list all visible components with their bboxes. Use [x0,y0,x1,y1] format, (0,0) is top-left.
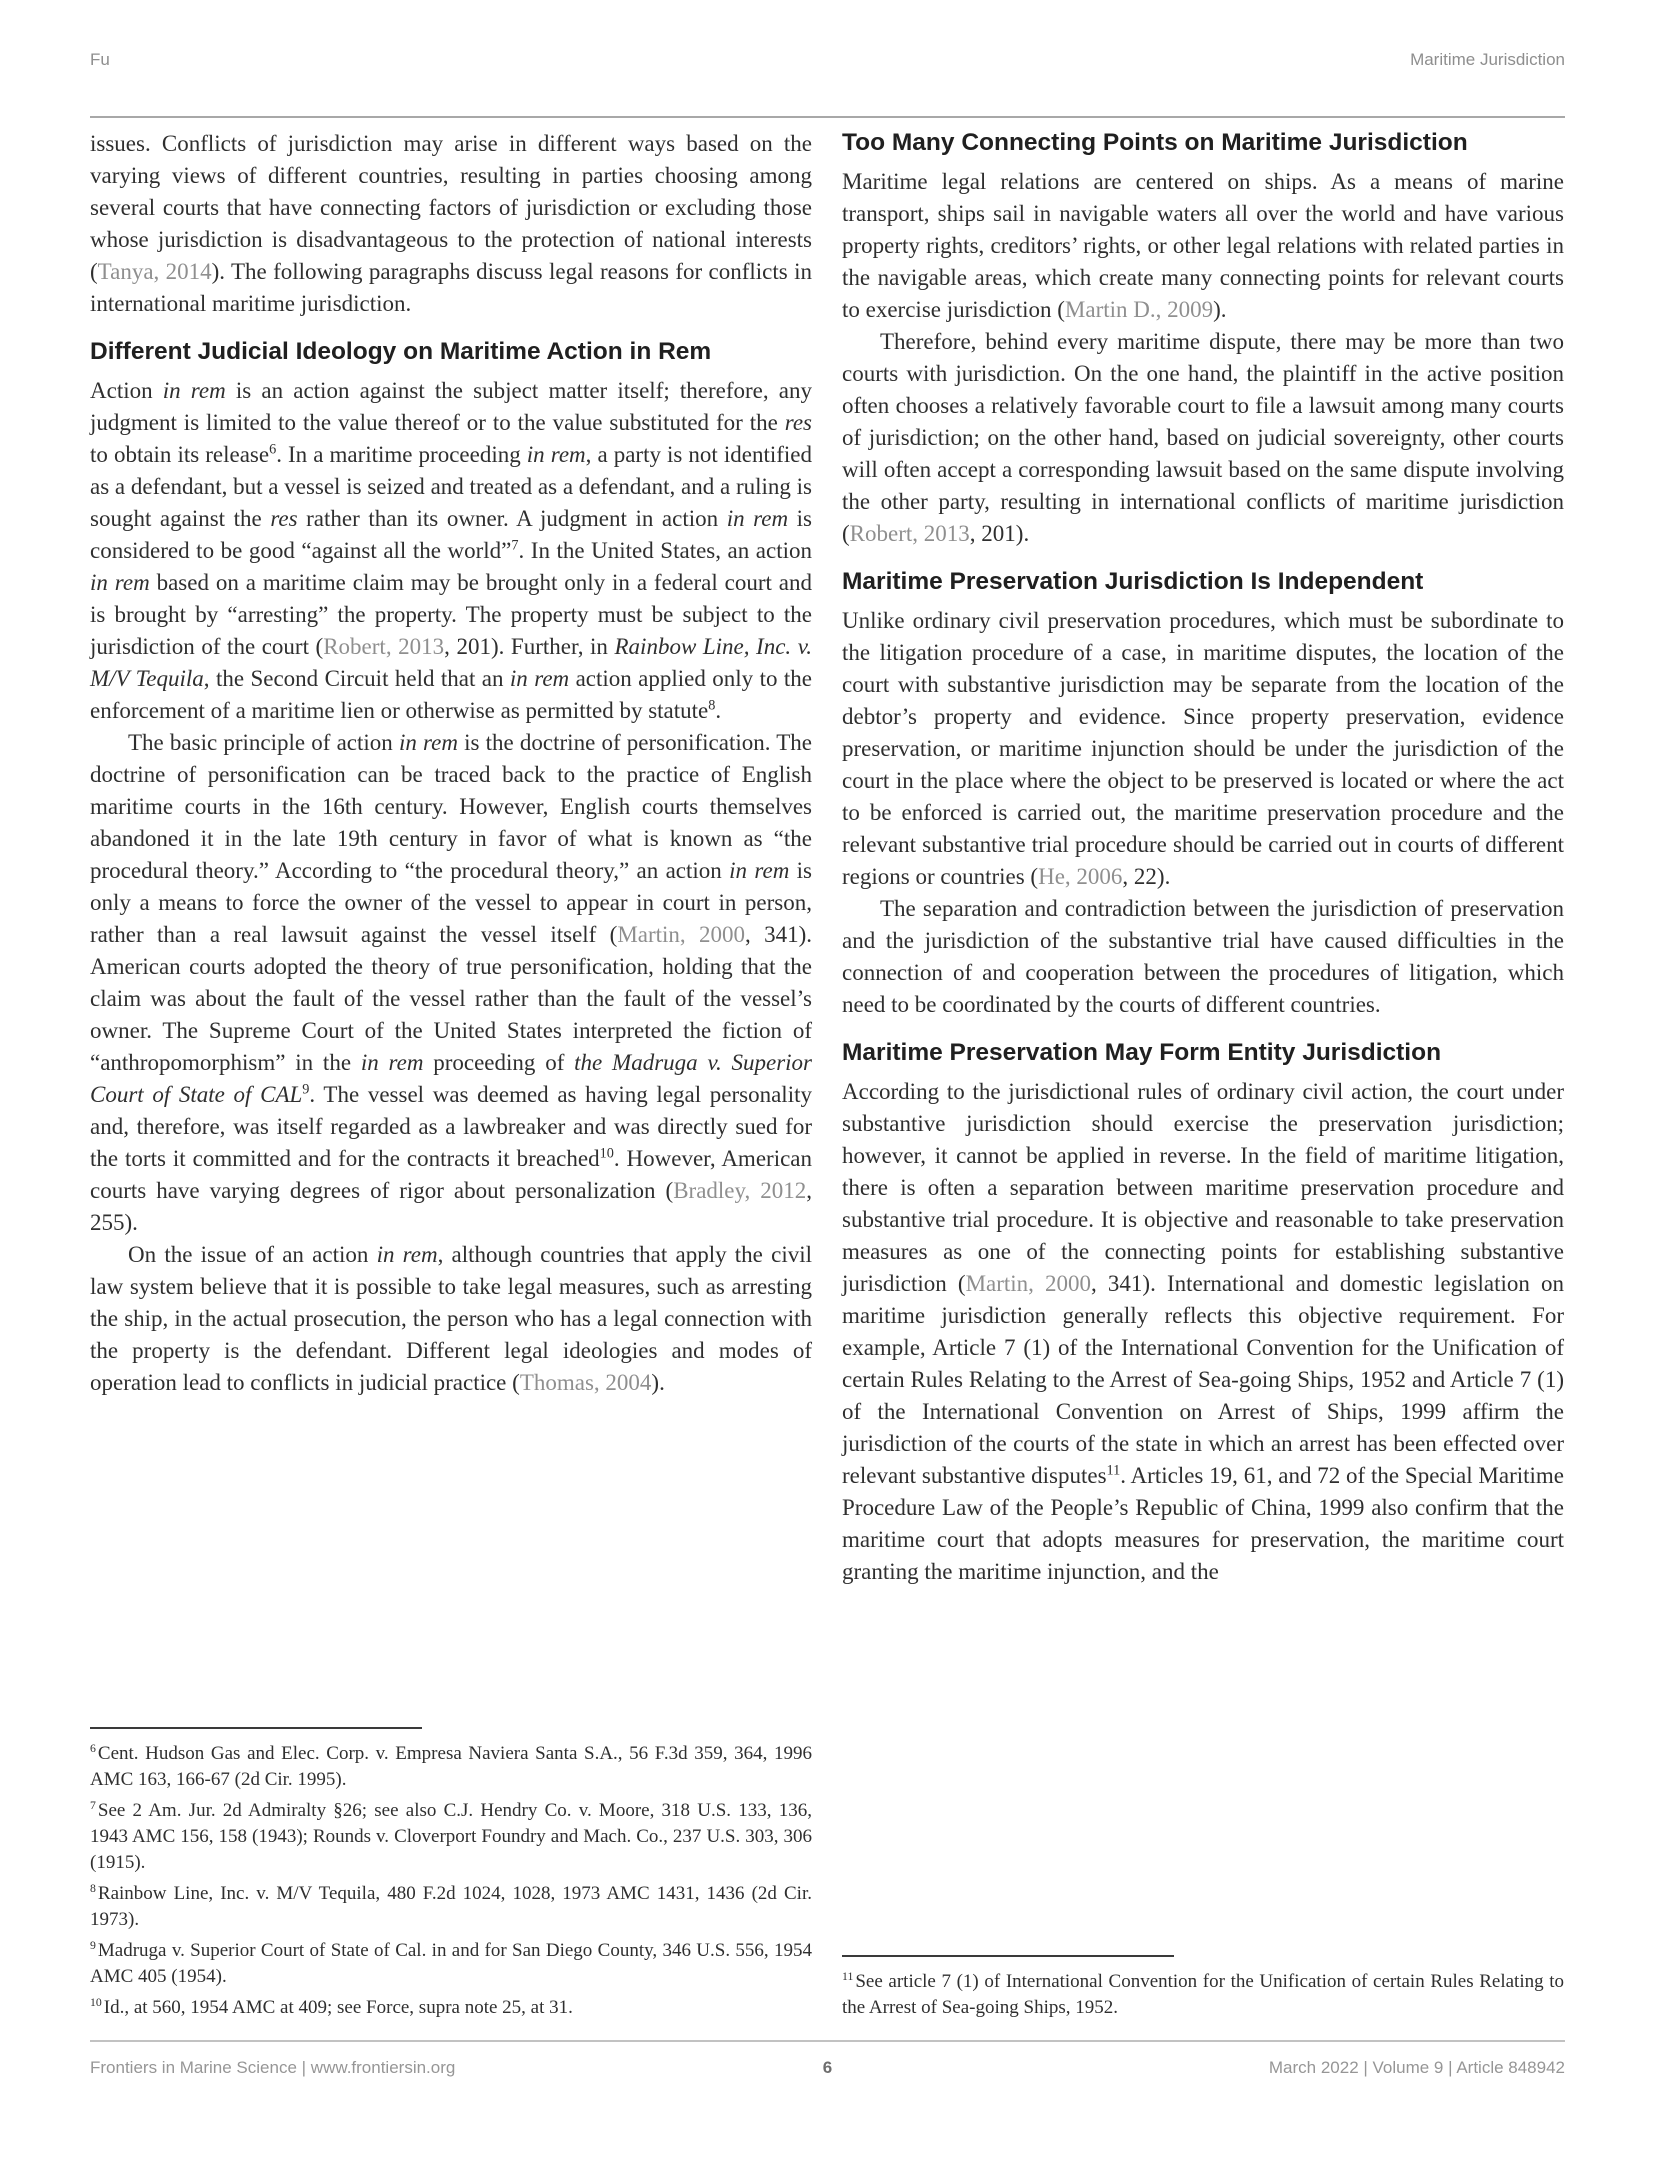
italic-term: in rem [90,570,150,595]
citation-link[interactable]: Robert, 2013 [323,634,445,659]
running-head-title: Maritime Jurisdiction [1410,50,1565,69]
right-footnote-block [842,1955,1564,2026]
right-column-body [842,128,1564,1588]
page-number: 6 [822,2058,833,2077]
footnote-ref[interactable]: 11 [1106,1462,1121,1479]
italic-term: in rem [509,666,570,691]
right-column [842,128,1564,2026]
body-paragraph: Unlike ordinary civil preservation procedures, which must be subordinate to the litigation procedure of a case, in maritime disputes, the location of the court with substantive jurisdiction may be separate from the location of the debtor’s property and evidence. Since property preservation, evidence preservation, or maritime injunction should be under the jurisdiction of the court in the place where the object to be preserved is located or where the act to be enforced is carried out, the maritime preservation procedure and the relevant substantive trial procedure should be carried out in courts of different regions or countries (He, 2006, 22). [842,608,1564,889]
italic-term: res [784,410,812,435]
footnote-ref[interactable]: 6 [269,441,277,458]
footnote-ref[interactable]: 9 [302,1081,310,1098]
italic-term: in rem [360,1050,424,1075]
section-heading: Maritime Preservation Jurisdiction Is Independent [842,568,1424,595]
footnote-ref[interactable]: 8 [708,697,716,714]
italic-term: in rem [398,730,458,755]
italic-term: the Madruga v. Superior Court of State of CAL [90,1050,812,1107]
body-paragraph: The basic principle of action in rem is the doctrine of personification. The doctrine of personification can be traced back to the practice of English maritime courts in the 16th century. However, English courts themselves abandoned it in the late 19th century in favor of what is known as “the procedural theory.” According to “the procedural theory,” an action in rem is only a means to force the owner of the vessel to appear in court in person, rather than a real lawsuit against the vessel itself (Martin, 2000, 341). American courts adopted the theory of true personification, holding that the claim was about the fault of the vessel rather than the fault of the vessel’s owner. The Supreme Court of the United States interpreted the fiction of “anthropomorphism” in the in rem proceeding of the Madruga v. Superior Court of State of CAL$^9$. The vessel was deemed as having legal personality and, therefore, was itself regarded as a lawbreaker and was directly sued for the torts it committed and for the contracts it breached$^{10}$. However, American courts have varying degrees of rigor about personalization (Bradley, 2012, 255). [90,730,813,1235]
right-column-footnotes [842,1969,1564,2021]
body-paragraph: issues. Conflicts of jurisdiction may arise in different ways based on the varying views of different countries, resulting in parties choosing among several courts that have connecting factors of jurisdiction or excluding those whose jurisdiction is disadvantageous to the protection of national interests (Tanya, 2014). The following paragraphs discuss legal reasons for conflicts in international maritime jurisdiction. [90,131,812,316]
left-column-body [90,128,812,1399]
body-paragraph: On the issue of an action in rem, although countries that apply the civil law system believe that it is possible to take legal measures, such as arresting the ship, in the actual prosecution, the person who has a legal connection with the property is the defendant. Different legal ideologies and modes of operation lead to conflicts in judicial practice (Thomas, 2004). [90,1242,812,1395]
italic-term: in rem [726,506,789,531]
footnote-marker: 11 [842,1969,854,1983]
body-paragraph: According to the jurisdictional rules of ordinary civil action, the court under substantive jurisdiction should exercise the preservation jurisdiction; however, it cannot be applied in reverse. In the field of maritime litigation, there is often a separation between maritime preservation procedure and substantive trial procedure. It is objective and reasonable to take preservation measures as one of the connecting points for establishing substantive jurisdiction (Martin, 2000, 341). International and domestic legislation on maritime jurisdiction generally reflects this objective requirement. For example, Article 7 (1) of the International Convention for the Unification of certain Rules Relating to the Arrest of Sea-going Ships, 1952 and Article 7 (1) of the International Convention on Arrest of Ships, 1999 affirm the jurisdiction of the courts of the state in which an arrest has been effected over relevant substantive disputes$^{11}$. Articles 19, 61, and 72 of the Special Maritime Procedure Law of the People’s Republic of China, 1999 also confirm that the maritime court that adopts measures for preservation, the maritime court granting the maritime injunction, and the [842,1079,1565,1584]
section-heading: Too Many Connecting Points on Maritime Jurisdiction [842,129,1468,156]
footnote: $^{10}$ Id., at 560, 1954 AMC at 409; see Force, supra note 25, at 31. [90,1995,573,2018]
body-paragraph: Maritime legal relations are centered on ships. As a means of marine transport, ships sail in navigable waters all over the world and have various property rights, creditors’ rights, or other legal relations with related parties in the navigable areas, which create many connecting points for relevant courts to exercise jurisdiction (Martin D., 2009). [842,169,1564,322]
footnote-separator [842,1955,1174,1957]
footnote-ref[interactable]: 10 [599,1145,614,1162]
italic-term: res [270,506,298,531]
page-content [90,128,1564,2026]
running-head-author: Fu [90,50,110,69]
section-heading: Maritime Preservation May Form Entity Jurisdiction [842,1039,1442,1066]
footnote: $^8$ Rainbow Line, Inc. v. M/V Tequila, 480 F.2d 1024, 1028, 1973 AMC 1431, 1436 (2d Cir. 1973). [90,1881,812,1930]
italic-term: in rem [729,858,790,883]
citation-link[interactable]: Thomas, 2004 [519,1370,652,1395]
italic-term: in rem [526,442,586,467]
section-heading: Different Judicial Ideology on Maritime Action in Rem [90,338,712,365]
citation-link[interactable]: Martin D., 2009 [1064,297,1214,322]
footnote: $^9$ Madruga v. Superior Court of State of Cal. in and for San Diego County, 346 U.S. 556, 1954 AMC 405 (1954). [90,1938,812,1987]
left-column-footnotes [90,1741,812,2021]
footnote-marker: 9 [90,1938,96,1952]
footer-journal-line [90,2058,798,2078]
footnote: $^7$ See 2 Am. Jur. 2d Admiralty §26; see also C.J. Hendry Co. v. Moore, 318 U.S. 133, 136, 1943 AMC 156, 158 (1943); Rounds v. Cloverport Foundry and Mach. Co., 237 U.S. 303, 306 (1915). [90,1798,812,1873]
footnote: $^{11}$ See article 7 (1) of International Convention for the Unification of certain Rules Relating to the Arrest of Sea-going Ships, 1952. [842,1969,1564,2018]
left-footnote-block [90,1727,812,2026]
citation-link[interactable]: Martin, 2000 [617,922,745,947]
footnote-separator [90,1727,422,1729]
citation-link[interactable]: Martin, 2000 [965,1271,1092,1296]
footnote-ref[interactable]: 7 [511,537,519,554]
italic-term: in rem [162,378,226,403]
citation-link[interactable]: Bradley, 2012 [673,1178,807,1203]
citation-link[interactable]: He, 2006 [1038,864,1123,889]
footer-separator: | [296,2058,311,2077]
footer-journal: Frontiers in Marine Science [90,2058,297,2077]
footer-issue-info: March 2022 | Volume 9 | Article 848942 [1268,2058,1565,2077]
italic-term: in rem [376,1242,438,1267]
citation-link[interactable]: Tanya, 2014 [97,259,212,284]
footnote: $^6$ Cent. Hudson Gas and Elec. Corp. v. Empresa Naviera Santa S.A., 56 F.3d 359, 364, 1996 AMC 163, 166-67 (2d Cir. 1995). [90,1741,812,1790]
footnote-marker: 10 [90,1995,102,2009]
header-rule [90,116,1565,118]
body-paragraph: Therefore, behind every maritime dispute, there may be more than two courts with jurisdiction. On the one hand, the plaintiff in the active position often chooses a relatively favorable court to file a lawsuit among many courts of jurisdiction; on the other hand, based on judicial sovereignty, other courts will often accept a corresponding lawsuit based on the same dispute involving the other party, resulting in international conflicts of maritime jurisdiction (Robert, 2013, 201). [842,329,1564,546]
page-footer [90,2058,1565,2078]
body-paragraph: Action in rem is an action against the subject matter itself; therefore, any judgment is limited to the value thereof or to the value substituted for the res to obtain its release$^6$. In a maritime proceeding in rem, a party is not identified as a defendant, but a vessel is seized and treated as a defendant, and a ruling is sought against the res rather than its owner. A judgment in action in rem is considered to be good “against all the world”$^7$. In the United States, an action in rem based on a maritime claim may be brought only in a federal court and is brought by “arresting” the property. The property must be subject to the jurisdiction of the court (Robert, 2013, 201). Further, in Rainbow Line, Inc. v. M/V Tequila, the Second Circuit held that an in rem action applied only to the enforcement of a maritime lien or otherwise as permitted by statute$^8$. [90,378,813,723]
left-column [90,128,812,2026]
footnote-marker: 6 [90,1741,96,1755]
footer-rule [90,2040,1565,2042]
italic-term: Rainbow Line, Inc. v. M/V Tequila [90,634,812,691]
footer-journal-url[interactable]: www.frontiersin.org [310,2058,456,2077]
body-paragraph: The separation and contradiction between the jurisdiction of preservation and the jurisdiction of the substantive trial have caused difficulties in the connection of and cooperation between the procedures of litigation, which need to be coordinated by the courts of different countries. [842,896,1564,1017]
running-head [90,50,1565,70]
citation-link[interactable]: Robert, 2013 [849,521,970,546]
footnote-marker: 8 [90,1881,96,1895]
footnote-marker: 7 [90,1798,96,1812]
